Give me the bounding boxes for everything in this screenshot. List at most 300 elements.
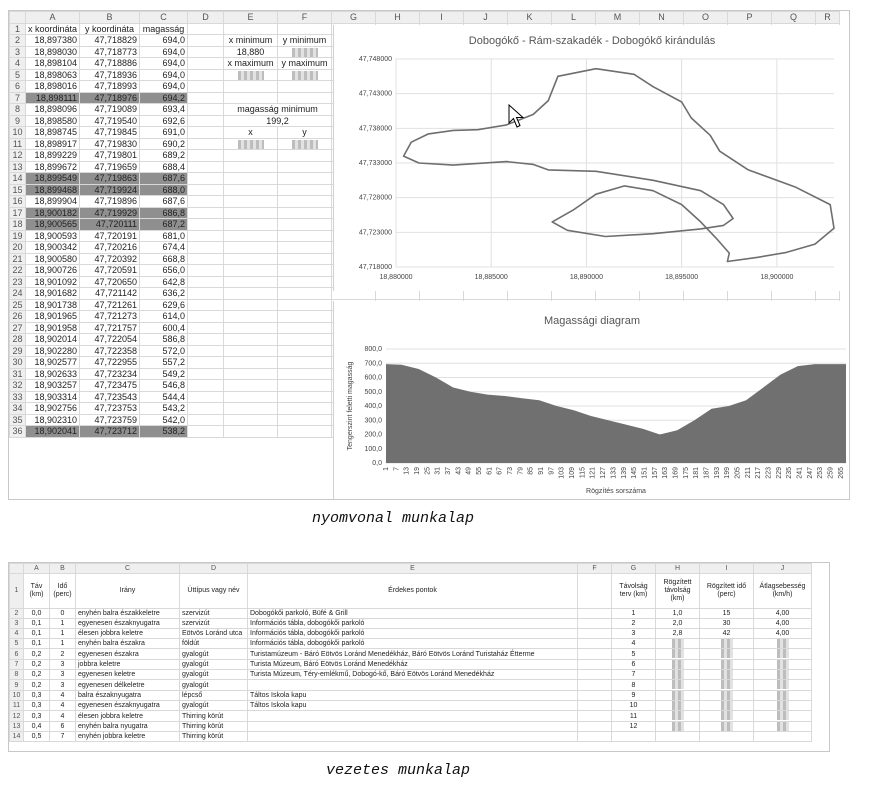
cell[interactable] bbox=[656, 721, 700, 731]
row-header[interactable]: 32 bbox=[10, 380, 26, 392]
cell[interactable]: 47,723543 bbox=[80, 391, 140, 403]
cell[interactable]: lépcső bbox=[180, 690, 248, 700]
row-header[interactable]: 11 bbox=[10, 701, 24, 711]
cell[interactable] bbox=[754, 680, 812, 690]
cell[interactable] bbox=[188, 403, 224, 415]
cell[interactable]: 694,0 bbox=[140, 35, 188, 47]
cell[interactable]: 18,899549 bbox=[26, 173, 80, 185]
cell[interactable] bbox=[656, 639, 700, 649]
cell[interactable]: 47,720650 bbox=[80, 276, 140, 288]
cell[interactable]: y maximum bbox=[278, 58, 332, 70]
cell[interactable]: élesen jobbra keletre bbox=[76, 711, 180, 721]
cell[interactable]: 18,902310 bbox=[26, 414, 80, 426]
column-header-j[interactable]: J bbox=[754, 564, 812, 574]
cell[interactable] bbox=[188, 288, 224, 300]
cell[interactable]: magasság minimum bbox=[224, 104, 332, 116]
cell[interactable]: 0,3 bbox=[24, 711, 50, 721]
cell[interactable]: 694,2 bbox=[140, 92, 188, 104]
cell[interactable] bbox=[656, 680, 700, 690]
cell[interactable]: egyenesen északnyugatra bbox=[76, 619, 180, 629]
column-header-d[interactable]: D bbox=[180, 564, 248, 574]
cell[interactable] bbox=[578, 639, 612, 649]
cell[interactable]: 18,880 bbox=[224, 46, 278, 58]
column-title[interactable]: Rögzített idő (perc) bbox=[700, 574, 754, 609]
cell[interactable]: egyenesen délkeletre bbox=[76, 680, 180, 690]
column-header-m[interactable]: M bbox=[596, 12, 640, 24]
cell[interactable]: 47,723234 bbox=[80, 368, 140, 380]
column-header-a[interactable]: A bbox=[24, 564, 50, 574]
cell[interactable] bbox=[656, 701, 700, 711]
row-header[interactable]: 13 bbox=[10, 161, 26, 173]
cell[interactable] bbox=[278, 276, 332, 288]
cell[interactable]: Thirring körút bbox=[180, 732, 248, 742]
cell[interactable]: 18,898016 bbox=[26, 81, 80, 93]
cell[interactable]: 10 bbox=[612, 701, 656, 711]
cell[interactable] bbox=[188, 253, 224, 265]
cell[interactable] bbox=[188, 357, 224, 369]
column-title[interactable]: Idő (perc) bbox=[50, 574, 76, 609]
column-header-l[interactable]: L bbox=[552, 12, 596, 24]
cell[interactable] bbox=[578, 680, 612, 690]
cell[interactable]: 18,902633 bbox=[26, 368, 80, 380]
cell[interactable] bbox=[188, 311, 224, 323]
column-header-p[interactable]: P bbox=[728, 12, 772, 24]
cell[interactable]: 47,720191 bbox=[80, 230, 140, 242]
cell[interactable]: x koordináta bbox=[26, 23, 80, 35]
row-header[interactable]: 8 bbox=[10, 670, 24, 680]
row-header[interactable]: 1 bbox=[10, 574, 24, 609]
cell[interactable]: 0,4 bbox=[24, 721, 50, 731]
row-header[interactable]: 10 bbox=[10, 690, 24, 700]
cell[interactable]: 4 bbox=[612, 639, 656, 649]
cell[interactable] bbox=[188, 219, 224, 231]
cell[interactable]: 47,721757 bbox=[80, 322, 140, 334]
cell[interactable]: 18,903257 bbox=[26, 380, 80, 392]
cell[interactable]: 2 bbox=[612, 619, 656, 629]
cell[interactable] bbox=[278, 242, 332, 254]
cell[interactable]: 47,719540 bbox=[80, 115, 140, 127]
row-header[interactable]: 22 bbox=[10, 265, 26, 277]
cell[interactable]: 47,719863 bbox=[80, 173, 140, 185]
cell[interactable]: 47,721261 bbox=[80, 299, 140, 311]
column-header-q[interactable]: Q bbox=[772, 12, 816, 24]
cell[interactable]: 12 bbox=[612, 721, 656, 731]
cell[interactable]: magasság bbox=[140, 23, 188, 35]
cell[interactable] bbox=[278, 173, 332, 185]
cell[interactable]: y koordináta bbox=[80, 23, 140, 35]
row-header[interactable]: 11 bbox=[10, 138, 26, 150]
cell[interactable]: 688,0 bbox=[140, 184, 188, 196]
cell[interactable]: Thirring körút bbox=[180, 721, 248, 731]
cell[interactable]: 636,2 bbox=[140, 288, 188, 300]
column-title[interactable] bbox=[578, 574, 612, 609]
cell[interactable]: 4,00 bbox=[754, 629, 812, 639]
cell[interactable]: 15 bbox=[700, 609, 754, 619]
row-header[interactable]: 8 bbox=[10, 104, 26, 116]
cell[interactable]: y bbox=[278, 127, 332, 139]
cell[interactable]: 18,900726 bbox=[26, 265, 80, 277]
column-header-g[interactable]: G bbox=[612, 564, 656, 574]
cell[interactable]: 694,0 bbox=[140, 81, 188, 93]
cell[interactable]: 0,2 bbox=[24, 649, 50, 659]
cell[interactable]: 4 bbox=[50, 711, 76, 721]
cell[interactable] bbox=[278, 230, 332, 242]
cell[interactable]: Turistamúzeum - Báró Eötvös Loránd Menedékház, Báró Eötvös Loránd Turistaház Étterme bbox=[248, 649, 578, 659]
row-header[interactable]: 12 bbox=[10, 711, 24, 721]
cell[interactable] bbox=[278, 150, 332, 162]
column-header-e[interactable]: E bbox=[248, 564, 578, 574]
row-header[interactable]: 16 bbox=[10, 196, 26, 208]
cell[interactable]: 629,6 bbox=[140, 299, 188, 311]
cell[interactable] bbox=[224, 311, 278, 323]
cell[interactable] bbox=[188, 104, 224, 116]
cell[interactable] bbox=[278, 207, 332, 219]
cell[interactable]: 18,898111 bbox=[26, 92, 80, 104]
cell[interactable] bbox=[578, 711, 612, 721]
cell[interactable]: 694,0 bbox=[140, 58, 188, 70]
cell[interactable]: 686,8 bbox=[140, 207, 188, 219]
cell[interactable]: 18,897380 bbox=[26, 35, 80, 47]
cell[interactable] bbox=[188, 46, 224, 58]
cell[interactable]: 4,00 bbox=[754, 609, 812, 619]
cell[interactable]: Táltos Iskola kapu bbox=[248, 690, 578, 700]
cell[interactable] bbox=[224, 242, 278, 254]
cell[interactable]: 47,723475 bbox=[80, 380, 140, 392]
cell[interactable]: 18,898104 bbox=[26, 58, 80, 70]
cell[interactable] bbox=[188, 414, 224, 426]
cell[interactable]: 2 bbox=[50, 649, 76, 659]
cell[interactable] bbox=[612, 732, 656, 742]
cell[interactable] bbox=[754, 690, 812, 700]
cell[interactable]: 692,6 bbox=[140, 115, 188, 127]
cell[interactable]: szervizút bbox=[180, 619, 248, 629]
cell[interactable] bbox=[188, 58, 224, 70]
cell[interactable]: y minimum bbox=[278, 35, 332, 47]
cell[interactable]: 614,0 bbox=[140, 311, 188, 323]
cell[interactable]: 642,8 bbox=[140, 276, 188, 288]
cell[interactable]: 18,900342 bbox=[26, 242, 80, 254]
cell[interactable] bbox=[188, 265, 224, 277]
cell[interactable]: egyenesen keletre bbox=[76, 670, 180, 680]
cell[interactable]: 693,4 bbox=[140, 104, 188, 116]
row-header[interactable]: 4 bbox=[10, 629, 24, 639]
row-header[interactable]: 7 bbox=[10, 659, 24, 669]
cell[interactable] bbox=[188, 161, 224, 173]
cell[interactable]: 47,720392 bbox=[80, 253, 140, 265]
cell[interactable] bbox=[248, 711, 578, 721]
row-header[interactable]: 25 bbox=[10, 299, 26, 311]
column-header-h[interactable]: H bbox=[376, 12, 420, 24]
cell[interactable]: 0,0 bbox=[24, 609, 50, 619]
cell[interactable]: 694,0 bbox=[140, 69, 188, 81]
cell[interactable] bbox=[278, 426, 332, 438]
cell[interactable]: 0 bbox=[50, 609, 76, 619]
cell[interactable] bbox=[188, 380, 224, 392]
cell[interactable] bbox=[224, 426, 278, 438]
cell[interactable] bbox=[278, 357, 332, 369]
cell[interactable] bbox=[224, 150, 278, 162]
row-header[interactable]: 4 bbox=[10, 58, 26, 70]
cell[interactable]: 1 bbox=[50, 619, 76, 629]
cell[interactable] bbox=[278, 23, 332, 35]
cell[interactable] bbox=[188, 115, 224, 127]
cell[interactable] bbox=[578, 670, 612, 680]
cell[interactable]: 4 bbox=[50, 690, 76, 700]
cell[interactable] bbox=[278, 345, 332, 357]
cell[interactable] bbox=[578, 721, 612, 731]
row-header[interactable]: 10 bbox=[10, 127, 26, 139]
cell[interactable]: enyhén jobbra keletre bbox=[76, 732, 180, 742]
cell[interactable] bbox=[656, 690, 700, 700]
column-title[interactable]: Úttípus vagy név bbox=[180, 574, 248, 609]
cell[interactable]: Turista Múzeum, Báró Eötvös Loránd Menedékház bbox=[248, 659, 578, 669]
cell[interactable]: balra északnyugatra bbox=[76, 690, 180, 700]
cell[interactable]: 691,0 bbox=[140, 127, 188, 139]
cell[interactable]: 1 bbox=[50, 629, 76, 639]
cell[interactable]: szervizút bbox=[180, 609, 248, 619]
cell[interactable]: 557,2 bbox=[140, 357, 188, 369]
column-header-k[interactable]: K bbox=[508, 12, 552, 24]
row-header[interactable]: 13 bbox=[10, 721, 24, 731]
row-header[interactable]: 35 bbox=[10, 414, 26, 426]
cell[interactable]: 47,722054 bbox=[80, 334, 140, 346]
cell[interactable]: 3 bbox=[50, 659, 76, 669]
row-header[interactable]: 7 bbox=[10, 92, 26, 104]
row-header[interactable]: 33 bbox=[10, 391, 26, 403]
cell[interactable] bbox=[278, 414, 332, 426]
cell[interactable]: 42 bbox=[700, 629, 754, 639]
row-header[interactable]: 1 bbox=[10, 23, 26, 35]
cell[interactable] bbox=[224, 288, 278, 300]
cell[interactable]: 47,723712 bbox=[80, 426, 140, 438]
row-header[interactable]: 2 bbox=[10, 609, 24, 619]
cell[interactable] bbox=[224, 196, 278, 208]
cell[interactable] bbox=[700, 690, 754, 700]
cell[interactable]: 688,4 bbox=[140, 161, 188, 173]
cell[interactable]: gyalogút bbox=[180, 649, 248, 659]
cell[interactable] bbox=[248, 680, 578, 690]
cell[interactable] bbox=[578, 629, 612, 639]
cell[interactable] bbox=[188, 391, 224, 403]
cell[interactable] bbox=[188, 173, 224, 185]
cell[interactable]: 47,719929 bbox=[80, 207, 140, 219]
cell[interactable]: 18,898063 bbox=[26, 69, 80, 81]
column-header-f[interactable]: F bbox=[578, 564, 612, 574]
column-header-a[interactable]: A bbox=[26, 12, 80, 24]
cell[interactable] bbox=[224, 357, 278, 369]
cell[interactable]: 543,2 bbox=[140, 403, 188, 415]
cell[interactable]: 47,720591 bbox=[80, 265, 140, 277]
cell[interactable]: gyalogút bbox=[180, 670, 248, 680]
cell[interactable] bbox=[656, 711, 700, 721]
cell[interactable]: 18,902280 bbox=[26, 345, 80, 357]
cell[interactable] bbox=[224, 299, 278, 311]
cell[interactable] bbox=[188, 138, 224, 150]
cell[interactable]: 47,719896 bbox=[80, 196, 140, 208]
cell[interactable] bbox=[278, 219, 332, 231]
cell[interactable]: Dobogókői parkoló, Büfé & Grill bbox=[248, 609, 578, 619]
row-header[interactable]: 5 bbox=[10, 639, 24, 649]
cell[interactable] bbox=[278, 368, 332, 380]
cell[interactable]: 681,0 bbox=[140, 230, 188, 242]
row-header[interactable]: 15 bbox=[10, 184, 26, 196]
cell[interactable] bbox=[578, 619, 612, 629]
row-header[interactable]: 14 bbox=[10, 173, 26, 185]
cell[interactable]: 47,720111 bbox=[80, 219, 140, 231]
column-header-n[interactable]: N bbox=[640, 12, 684, 24]
cell[interactable]: 47,718936 bbox=[80, 69, 140, 81]
cell[interactable]: 18,901682 bbox=[26, 288, 80, 300]
cell[interactable] bbox=[188, 127, 224, 139]
row-header[interactable]: 18 bbox=[10, 219, 26, 231]
cell[interactable]: 3 bbox=[50, 670, 76, 680]
cell[interactable]: 674,4 bbox=[140, 242, 188, 254]
cell[interactable] bbox=[278, 334, 332, 346]
cell[interactable]: 8 bbox=[612, 680, 656, 690]
cell[interactable]: 656,0 bbox=[140, 265, 188, 277]
cell[interactable] bbox=[278, 403, 332, 415]
cell[interactable] bbox=[224, 403, 278, 415]
cell[interactable] bbox=[224, 368, 278, 380]
cell[interactable]: 47,719659 bbox=[80, 161, 140, 173]
column-header-d[interactable]: D bbox=[188, 12, 224, 24]
cell[interactable]: Információs tábla, dobogókői parkoló bbox=[248, 629, 578, 639]
cell[interactable] bbox=[224, 207, 278, 219]
cell[interactable]: 0,2 bbox=[24, 680, 50, 690]
cell[interactable]: 3 bbox=[612, 629, 656, 639]
cell[interactable]: Thirring körút bbox=[180, 711, 248, 721]
column-title[interactable]: Távolság terv (km) bbox=[612, 574, 656, 609]
cell[interactable] bbox=[224, 219, 278, 231]
cell[interactable] bbox=[224, 161, 278, 173]
cell[interactable]: 18,898096 bbox=[26, 104, 80, 116]
cell[interactable] bbox=[224, 414, 278, 426]
cell[interactable]: 0,2 bbox=[24, 670, 50, 680]
cell[interactable]: 47,721142 bbox=[80, 288, 140, 300]
cell[interactable] bbox=[224, 184, 278, 196]
cell[interactable]: 18,902041 bbox=[26, 426, 80, 438]
cell[interactable]: 1 bbox=[612, 609, 656, 619]
cell[interactable] bbox=[700, 680, 754, 690]
cell[interactable]: 18,898745 bbox=[26, 127, 80, 139]
cell[interactable] bbox=[578, 732, 612, 742]
row-header[interactable]: 2 bbox=[10, 35, 26, 47]
cell[interactable] bbox=[188, 69, 224, 81]
row-header[interactable]: 19 bbox=[10, 230, 26, 242]
row-header[interactable]: 6 bbox=[10, 81, 26, 93]
cell[interactable]: 549,2 bbox=[140, 368, 188, 380]
cell[interactable]: 18,898580 bbox=[26, 115, 80, 127]
cell[interactable]: Eötvös Loránd utca bbox=[180, 629, 248, 639]
cell[interactable]: 18,903314 bbox=[26, 391, 80, 403]
cell[interactable]: 0,1 bbox=[24, 639, 50, 649]
cell[interactable]: 47,722358 bbox=[80, 345, 140, 357]
row-header[interactable]: 31 bbox=[10, 368, 26, 380]
column-title[interactable]: Irány bbox=[76, 574, 180, 609]
cell[interactable] bbox=[224, 69, 278, 81]
cell[interactable] bbox=[224, 23, 278, 35]
cell[interactable]: 18,902577 bbox=[26, 357, 80, 369]
cell[interactable] bbox=[754, 701, 812, 711]
cell[interactable] bbox=[188, 230, 224, 242]
cell[interactable]: 1 bbox=[50, 639, 76, 649]
cell[interactable] bbox=[278, 311, 332, 323]
column-header-r[interactable]: R bbox=[816, 12, 840, 24]
cell[interactable] bbox=[754, 721, 812, 731]
cell[interactable] bbox=[700, 732, 754, 742]
column-header-o[interactable]: O bbox=[684, 12, 728, 24]
cell[interactable] bbox=[248, 721, 578, 731]
cell[interactable]: 668,8 bbox=[140, 253, 188, 265]
column-title[interactable]: Érdekes pontok bbox=[248, 574, 578, 609]
cell[interactable] bbox=[278, 69, 332, 81]
cell[interactable] bbox=[578, 659, 612, 669]
cell[interactable]: Információs tábla, dobogókői parkoló bbox=[248, 619, 578, 629]
cell[interactable] bbox=[188, 426, 224, 438]
cell[interactable] bbox=[224, 380, 278, 392]
cell[interactable] bbox=[188, 368, 224, 380]
row-header[interactable]: 6 bbox=[10, 649, 24, 659]
cell[interactable]: 18,900182 bbox=[26, 207, 80, 219]
cell[interactable]: 47,719924 bbox=[80, 184, 140, 196]
cell[interactable]: 687,2 bbox=[140, 219, 188, 231]
cell[interactable]: 687,6 bbox=[140, 173, 188, 185]
cell[interactable]: 47,718773 bbox=[80, 46, 140, 58]
cell[interactable] bbox=[754, 670, 812, 680]
cell[interactable] bbox=[278, 46, 332, 58]
cell[interactable]: 47,719089 bbox=[80, 104, 140, 116]
cell[interactable]: egyenesen északra bbox=[76, 649, 180, 659]
cell[interactable]: 0,3 bbox=[24, 701, 50, 711]
cell[interactable]: 199,2 bbox=[224, 115, 332, 127]
cell[interactable] bbox=[700, 639, 754, 649]
cell[interactable] bbox=[188, 207, 224, 219]
cell[interactable] bbox=[700, 659, 754, 669]
cell[interactable]: 18,901958 bbox=[26, 322, 80, 334]
cell[interactable]: 47,722955 bbox=[80, 357, 140, 369]
cell[interactable] bbox=[278, 265, 332, 277]
cell[interactable] bbox=[278, 253, 332, 265]
cell[interactable]: x maximum bbox=[224, 58, 278, 70]
cell[interactable] bbox=[700, 649, 754, 659]
cell[interactable]: 690,2 bbox=[140, 138, 188, 150]
cell[interactable] bbox=[188, 81, 224, 93]
cell[interactable] bbox=[224, 253, 278, 265]
cell[interactable]: 47,720216 bbox=[80, 242, 140, 254]
cell[interactable]: 546,8 bbox=[140, 380, 188, 392]
cell[interactable]: 0,1 bbox=[24, 619, 50, 629]
cell[interactable] bbox=[188, 242, 224, 254]
row-header[interactable]: 34 bbox=[10, 403, 26, 415]
cell[interactable] bbox=[224, 276, 278, 288]
cell[interactable]: 47,723759 bbox=[80, 414, 140, 426]
cell[interactable] bbox=[188, 276, 224, 288]
cell[interactable] bbox=[224, 265, 278, 277]
cell[interactable] bbox=[188, 150, 224, 162]
cell[interactable] bbox=[754, 649, 812, 659]
cell[interactable]: 18,902014 bbox=[26, 334, 80, 346]
column-title[interactable]: Rögzített távolság (km) bbox=[656, 574, 700, 609]
cell[interactable] bbox=[578, 690, 612, 700]
row-header[interactable]: 3 bbox=[10, 619, 24, 629]
cell[interactable]: 7 bbox=[50, 732, 76, 742]
column-title[interactable]: Táv (km) bbox=[24, 574, 50, 609]
cell[interactable] bbox=[224, 92, 278, 104]
cell[interactable]: 47,719845 bbox=[80, 127, 140, 139]
column-header-e[interactable]: E bbox=[224, 12, 278, 24]
cell[interactable]: 18,902756 bbox=[26, 403, 80, 415]
cell[interactable]: 18,899229 bbox=[26, 150, 80, 162]
